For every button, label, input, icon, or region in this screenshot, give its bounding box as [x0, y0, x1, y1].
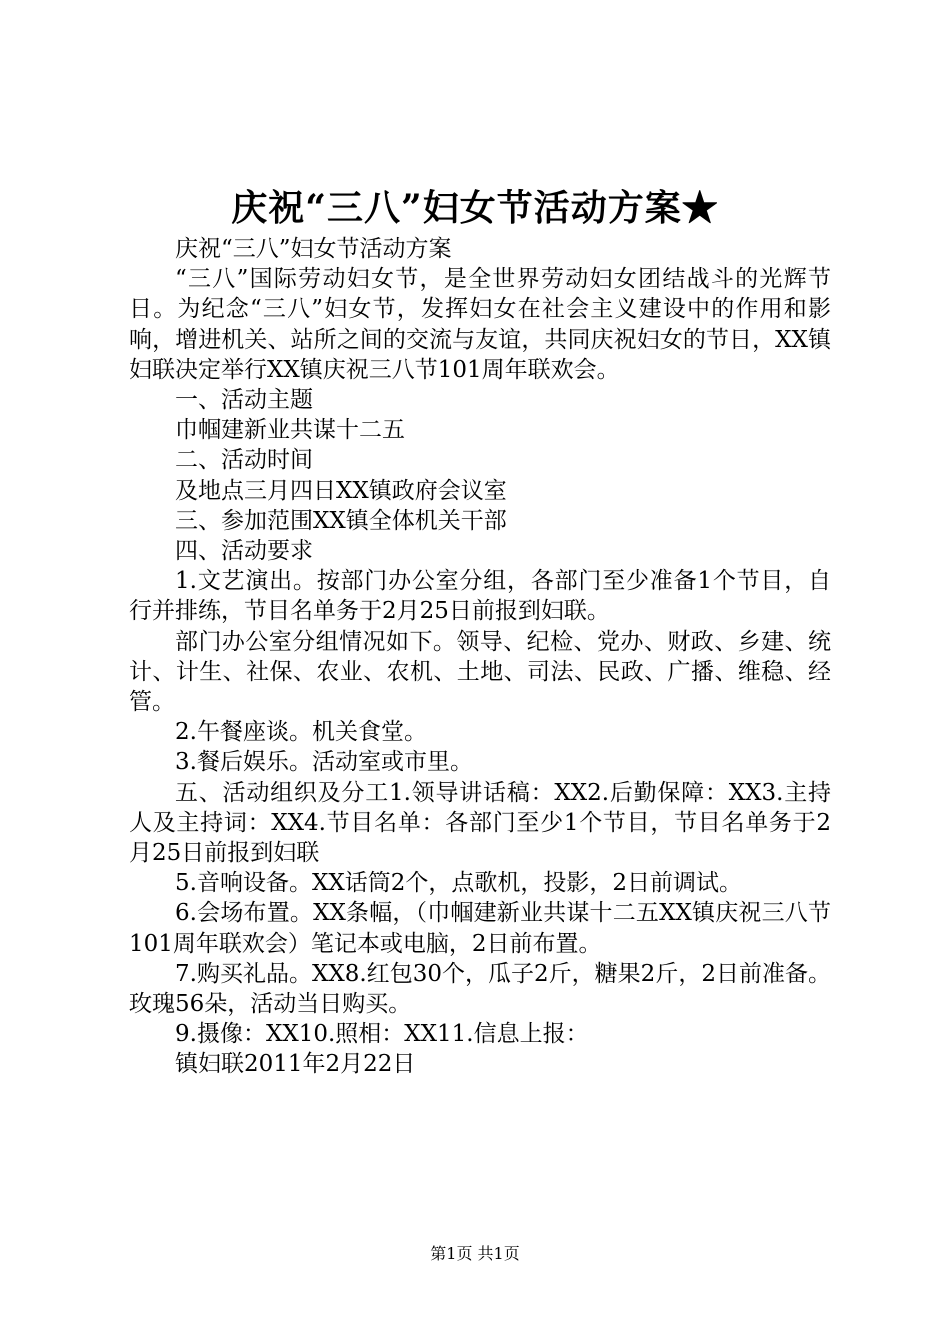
paragraph-theme: 巾帼建新业共谋十二五: [175, 417, 405, 444]
paragraph-venue: 6.会场布置。XX条幅，（巾帼建新业共谋十二五XX镇庆祝三八节101周年联欢会）笔记本或电脑，2日前布置。: [129, 900, 831, 957]
document-title: 庆祝“三八”妇女节活动方案★: [231, 187, 719, 229]
heading-requirements: 四、活动要求: [175, 538, 313, 565]
paragraph-groups: 部门办公室分组情况如下。领导、纪检、党办、财政、乡建、统计、计生、社保、农业、农机、土地、司法、民政、广播、维稳、经管。: [129, 628, 831, 716]
heading-scope: 三、参加范围XX镇全体机关干部: [175, 507, 507, 534]
paragraph-audio: 5.音响设备。XX话筒2个，点歌机，投影，2日前调试。: [175, 870, 742, 897]
paragraph-media: 9.摄像：XX10.照相：XX11.信息上报：: [175, 1021, 589, 1048]
paragraph-signature: 镇妇联2011年2月22日: [175, 1051, 416, 1078]
paragraph-time-place: 及地点三月四日XX镇政府会议室: [175, 477, 507, 504]
paragraph-performance: 1.文艺演出。按部门办公室分组，各部门至少准备1个节目，自行并排练，节目名单务于2月25日前报到妇联。: [129, 568, 831, 625]
paragraph-lunch: 2.午餐座谈。机关食堂。: [175, 719, 427, 746]
page-footer: 第1页 共1页: [430, 1244, 520, 1263]
heading-theme: 一、活动主题: [175, 387, 313, 414]
heading-time: 二、活动时间: [175, 447, 313, 474]
paragraph-subtitle: 庆祝“三八”妇女节活动方案: [175, 236, 452, 262]
paragraph-organization: 五、活动组织及分工1.领导讲话稿：XX2.后勤保障：XX3.主持人及主持词：XX4.节目名单：各部门至少1个节目，节目名单务于2月25日前报到妇联: [129, 779, 831, 867]
paragraph-gifts: 7.购买礼品。XX8.红包30个，瓜子2斤，糖果2斤，2日前准备。玫瑰56朵，活动当日购买。: [129, 960, 831, 1018]
paragraph-entertainment: 3.餐后娱乐。活动室或市里。: [175, 749, 473, 776]
document-body: [129, 234, 831, 1080]
paragraph-intro: “三八”国际劳动妇女节，是全世界劳动妇女团结战斗的光辉节日。为纪念“三八”妇女节，发挥妇女在社会主义建设中的作用和影响，增进机关、站所之间的交流与友谊，共同庆祝妇女的节日，XX镇妇联决定举行XX镇庆祝三八节101周年联欢会。: [129, 266, 831, 383]
